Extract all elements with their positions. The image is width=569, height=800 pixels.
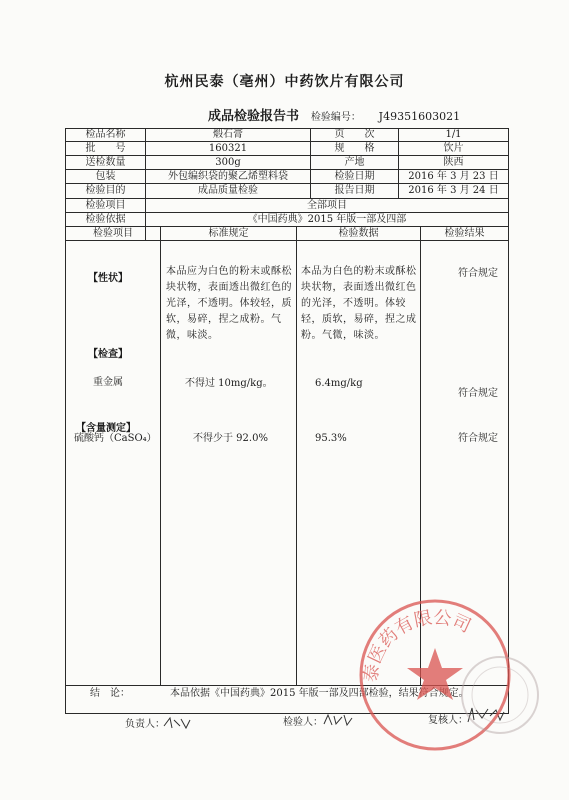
package-label: 包装 [95, 171, 116, 182]
origin-label: 产地 [344, 157, 365, 168]
batch-value: 160321 [208, 143, 248, 154]
items-label: 检验项目 [85, 200, 126, 211]
section-appearance: 【性状】 [88, 273, 128, 284]
seal-text: 泰医药有限公司 [360, 607, 475, 684]
basis-value: 《中国药典》2015 年版一部及四部 [247, 214, 407, 225]
company-name: 杭州民泰（亳州）中药饮片有限公司 [164, 74, 405, 90]
heavy-metal-item: 重金属 [93, 377, 123, 388]
heavy-metal-result: 符合规定 [458, 388, 498, 399]
report-title-row [208, 105, 460, 124]
origin-value: 陕西 [443, 157, 464, 168]
header-result: 检验结果 [444, 228, 485, 239]
header-item: 检验项目 [93, 228, 133, 239]
test-date-value: 2016 年 3 月 23 日 [408, 171, 499, 182]
conclusion-label: 结 论： [90, 688, 130, 699]
product-name: 煅石膏 [213, 129, 243, 140]
product-name-label: 检品名称 [85, 129, 126, 140]
package-value: 外包编织袋的聚乙烯塑料袋 [168, 171, 288, 182]
qty-value: 300g [215, 157, 241, 168]
appearance-standard: 本品应为白色的粉末或酥松块状物，表面透出微红色的光泽，不透明。体较轻，质软，易碎，捏之成粉。气微，味淡。 [166, 266, 292, 341]
qty-label: 送检数量 [85, 157, 126, 168]
assay-standard: 不得少于 92.0% [193, 433, 268, 444]
batch-label: 批 号 [85, 143, 126, 154]
report-date-value: 2016 年 3 月 24 日 [408, 185, 499, 196]
heavy-metal-data: 6.4mg/kg [315, 378, 363, 389]
items-value: 全部项目 [307, 200, 347, 211]
purpose-value: 成品质量检验 [198, 185, 258, 196]
conclusion-text: 本品依据《中国药典》2015 年版一部及四部检验，结果符合规定。 [170, 688, 469, 699]
assay-data: 95.3% [315, 433, 347, 444]
test-date-label: 检验日期 [334, 171, 375, 182]
inspection-no: J49351603021 [378, 110, 461, 123]
header-data: 检验数据 [338, 228, 379, 239]
secondary-stamp [455, 650, 545, 740]
appearance-data: 本品为白色的粉末或酥松块状物，表面透出微红色的光泽，不透明。体较轻，质软，易碎，捏之成粉。气微，味淡。 [301, 266, 417, 341]
section-inspection: 【检查】 [88, 349, 128, 360]
inspection-no-label: 检验编号： [310, 112, 361, 123]
purpose-label: 检验目的 [85, 185, 126, 196]
header-standard: 标准规定 [208, 228, 249, 239]
assay-result: 符合规定 [458, 433, 498, 444]
basis-label: 检验依据 [85, 214, 126, 225]
spec-value: 饮片 [443, 143, 464, 154]
section-assay: 【含量测定】 [76, 423, 136, 434]
page-value: 1/1 [445, 129, 462, 140]
inspector-label: 检验人： [283, 717, 323, 728]
responsible-label: 负责人： [125, 719, 165, 730]
report-date-label: 报告日期 [334, 185, 375, 196]
page-label: 页 次 [334, 129, 375, 140]
report-title: 成品检验报告书 [208, 109, 300, 124]
reviewer-label: 复核人： [428, 715, 468, 726]
spec-label: 规 格 [334, 143, 375, 154]
responsible-signature [162, 716, 192, 733]
heavy-metal-standard: 不得过 10mg/kg。 [185, 378, 273, 389]
appearance-result: 符合规定 [458, 268, 498, 279]
assay-item: 硫酸钙（CaSO₄） [74, 433, 157, 444]
